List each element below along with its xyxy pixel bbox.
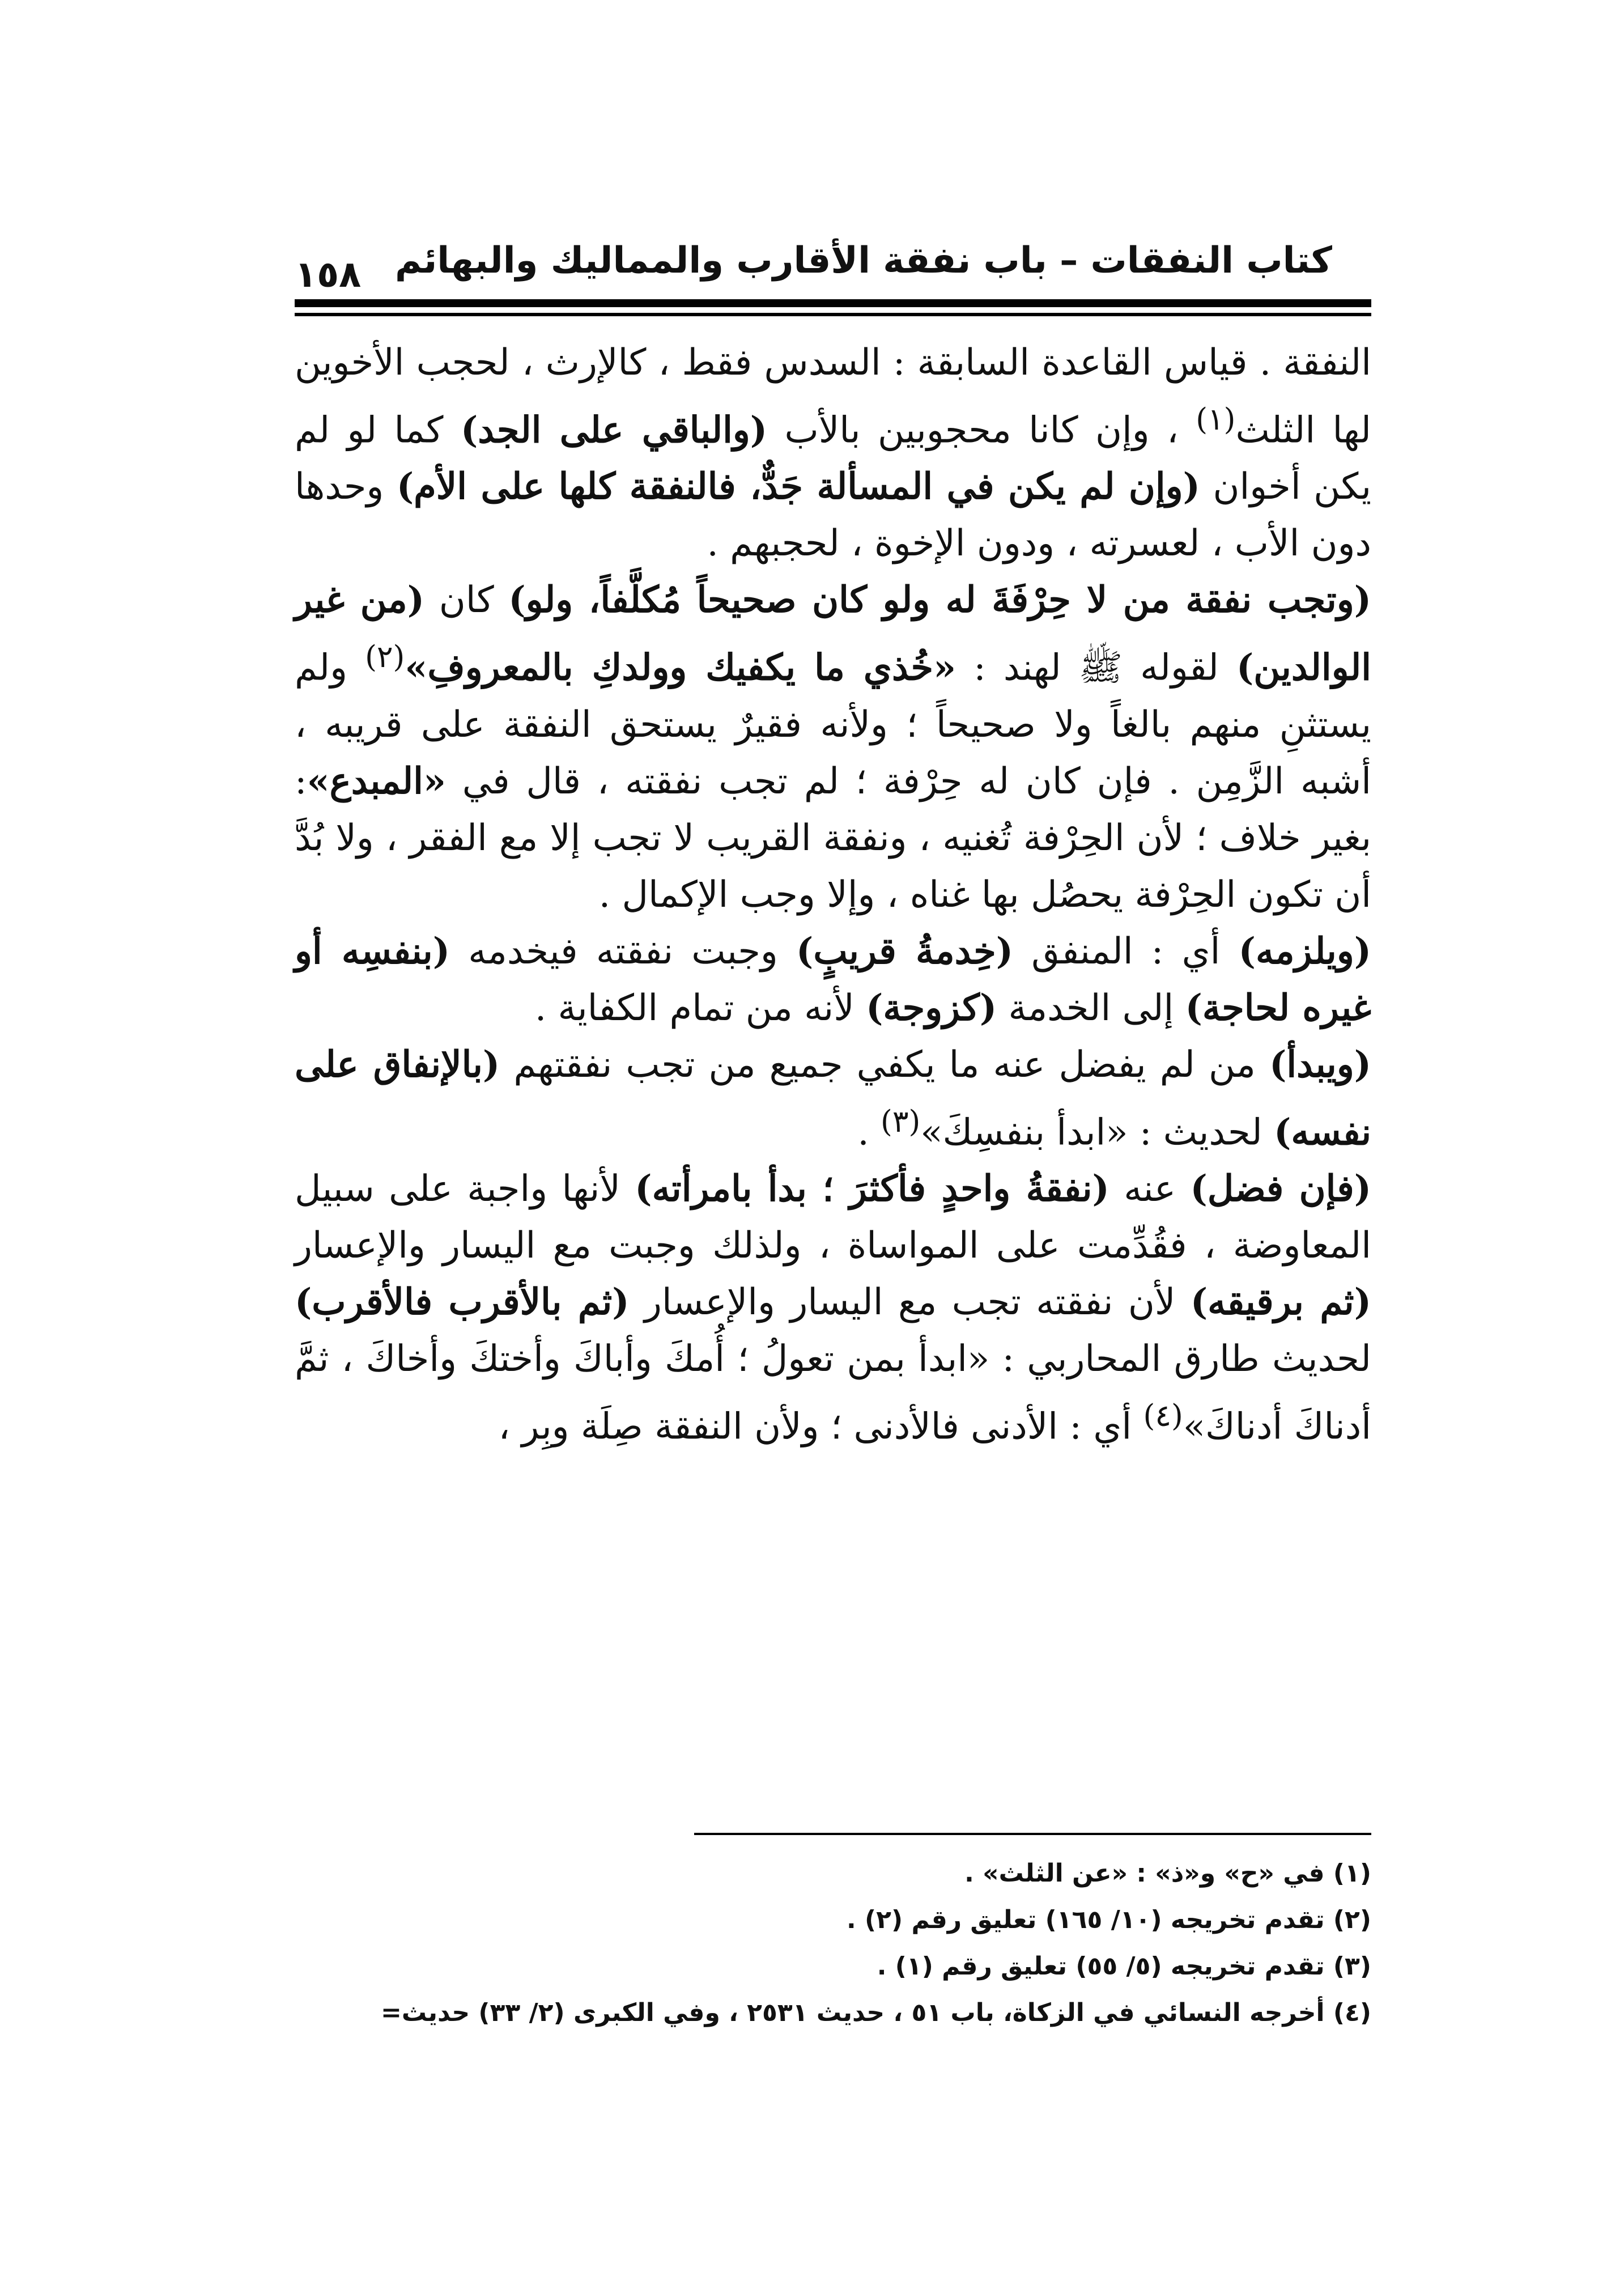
hadith-quote: «ابدأ بنفسِكَ» bbox=[920, 1111, 1128, 1153]
footnote-separator bbox=[694, 1833, 1371, 1835]
text-run: كان bbox=[439, 579, 494, 622]
book-title: «المبدع» bbox=[307, 759, 446, 802]
matn-text: (والباقي على الجد) bbox=[460, 409, 768, 452]
text-run: إلى الخدمة bbox=[1008, 987, 1174, 1029]
footnote-ref-3: (٣) bbox=[881, 1103, 921, 1139]
matn-text: (كزوجة) bbox=[866, 986, 997, 1029]
matn-text: (خِدمةُ قريبٍ) bbox=[796, 929, 1014, 973]
header-rule-thick bbox=[295, 299, 1371, 307]
footnote-ref-4: (٤) bbox=[1143, 1397, 1183, 1433]
text-run: : بغير خلاف ؛ لأن الحِرْفة تُغنيه ، ونفقة القريب لا تجب إلا مع الفقر ، ولا بُدَّ أن تكون الحِرْفة يحصُل بها غناه ، وإلا وجب الإكمال . bbox=[295, 760, 1371, 916]
text-run: كما لو لم يكن أخوان bbox=[295, 409, 1372, 508]
paragraph-3 bbox=[295, 923, 1371, 1037]
text-run: لأنه من تمام الكفاية . bbox=[534, 987, 854, 1029]
text-run: لأن نفقته تجب مع اليسار والإعسار bbox=[644, 1281, 1176, 1323]
footnote-ref-2: (٢) bbox=[365, 639, 405, 675]
text-run: لحديث طارق المحاربي : bbox=[1002, 1337, 1372, 1380]
matn-text: (بنفسِه أو غيره لحاجة) bbox=[295, 929, 1371, 1029]
text-run: عنه bbox=[1124, 1167, 1176, 1210]
text-run: أي : المنفق bbox=[1031, 930, 1221, 973]
text-run: لقوله ﷺ لهند : bbox=[973, 647, 1219, 689]
footnote-3: (٣) تقدم تخريجه (٥/ ٥٥) تعليق رقم (١) . bbox=[877, 1952, 1371, 1981]
page-number: ١٥٨ bbox=[295, 254, 362, 296]
header-rule-thin bbox=[295, 313, 1371, 316]
paragraph-4 bbox=[295, 1037, 1371, 1161]
matn-text: (وتجب نفقة من لا حِرْفَةَ له ولو كان صحيحاً مُكلَّفاً، ولو) bbox=[508, 579, 1372, 622]
text-run: . bbox=[857, 1111, 869, 1153]
text-run: ، وإن كانا محجوبين بالأب bbox=[784, 409, 1179, 452]
text-run: وجبت نفقته فيخدمه bbox=[468, 930, 778, 973]
text-run: أي : الأدنى فالأدنى ؛ ولأن النفقة صِلَة وبِر ، bbox=[498, 1405, 1132, 1448]
text-run: لأنها واجبة على سبيل المعاوضة ، فقُدِّمت على المواساة ، ولذلك وجبت مع اليسار والإعسار bbox=[295, 1167, 1372, 1267]
text-run: ولم يستثنِ منهم بالغاً ولا صحيحاً ؛ ولأنه فقيرٌ يستحق النفقة على قريبه ، أشبه الزَّمِن . فإن كان له حِرْفة ؛ لم تجب نفقته ، قال في bbox=[295, 647, 1372, 802]
matn-text: (وإن لم يكن في المسألة جَدٌّ، فالنفقة كلها على الأم) bbox=[396, 465, 1200, 508]
footnote-2: (٢) تقدم تخريجه (١٠/ ١٦٥) تعليق رقم (٢) . bbox=[847, 1905, 1371, 1934]
hadith-quote: «ابدأ بمن تعولُ ؛ أُمكَ وأباكَ وأختكَ وأخاكَ ، ثمَّ أدناكَ أدناكَ» bbox=[295, 1337, 1371, 1448]
text-run: وحدها دون الأب ، لعسرته ، ودون الإخوة ، لحجبهم . bbox=[295, 466, 1371, 565]
paragraph-1 bbox=[295, 334, 1371, 572]
matn-text: (ثم برقيقه) bbox=[1190, 1280, 1371, 1323]
paragraph-2 bbox=[295, 572, 1371, 923]
matn-text: (من غير الوالدين) bbox=[295, 579, 1372, 689]
hadith-quote: «خُذي ما يكفيك وولدكِ بالمعروفِ» bbox=[405, 646, 956, 689]
text-run: لحديث : bbox=[1139, 1111, 1262, 1153]
matn-text: (نفقةُ واحدٍ فأكثرَ ؛ بدأ بامرأته) bbox=[635, 1167, 1109, 1210]
paragraph-5 bbox=[295, 1161, 1371, 1455]
matn-text: (فإن فضل) bbox=[1190, 1167, 1372, 1210]
main-text bbox=[295, 334, 1371, 1455]
matn-text: (ويبدأ) bbox=[1269, 1043, 1372, 1086]
footnote-4: (٤) أخرجه النسائي في الزكاة، باب ٥١ ، حديث ٢٥٣١ ، وفي الكبرى (٢/ ٣٣) حديث= bbox=[381, 1998, 1371, 2027]
running-title: كتاب النفقات – باب نفقة الأقارب والمماليك والبهائم bbox=[395, 240, 1332, 282]
matn-text: (بالإنفاق على نفسه) bbox=[295, 1043, 1371, 1153]
footnote-ref-1: (١) bbox=[1196, 401, 1236, 437]
text-run: النفقة . قياس القاعدة السابقة : السدس فقط ، كالإرث ، لحجب الأخوين لها الثلث bbox=[295, 342, 1372, 452]
text-run: من لم يفضل عنه ما يكفي جميع من تجب نفقتهم bbox=[513, 1043, 1256, 1086]
matn-text: (ثم بالأقرب فالأقرب) bbox=[295, 1280, 630, 1323]
footnotes bbox=[295, 1850, 1371, 2036]
footnote-1: (١) في «ح» و«ذ» : «عن الثلث» . bbox=[964, 1859, 1371, 1888]
matn-text: (ويلزمه) bbox=[1238, 929, 1372, 973]
